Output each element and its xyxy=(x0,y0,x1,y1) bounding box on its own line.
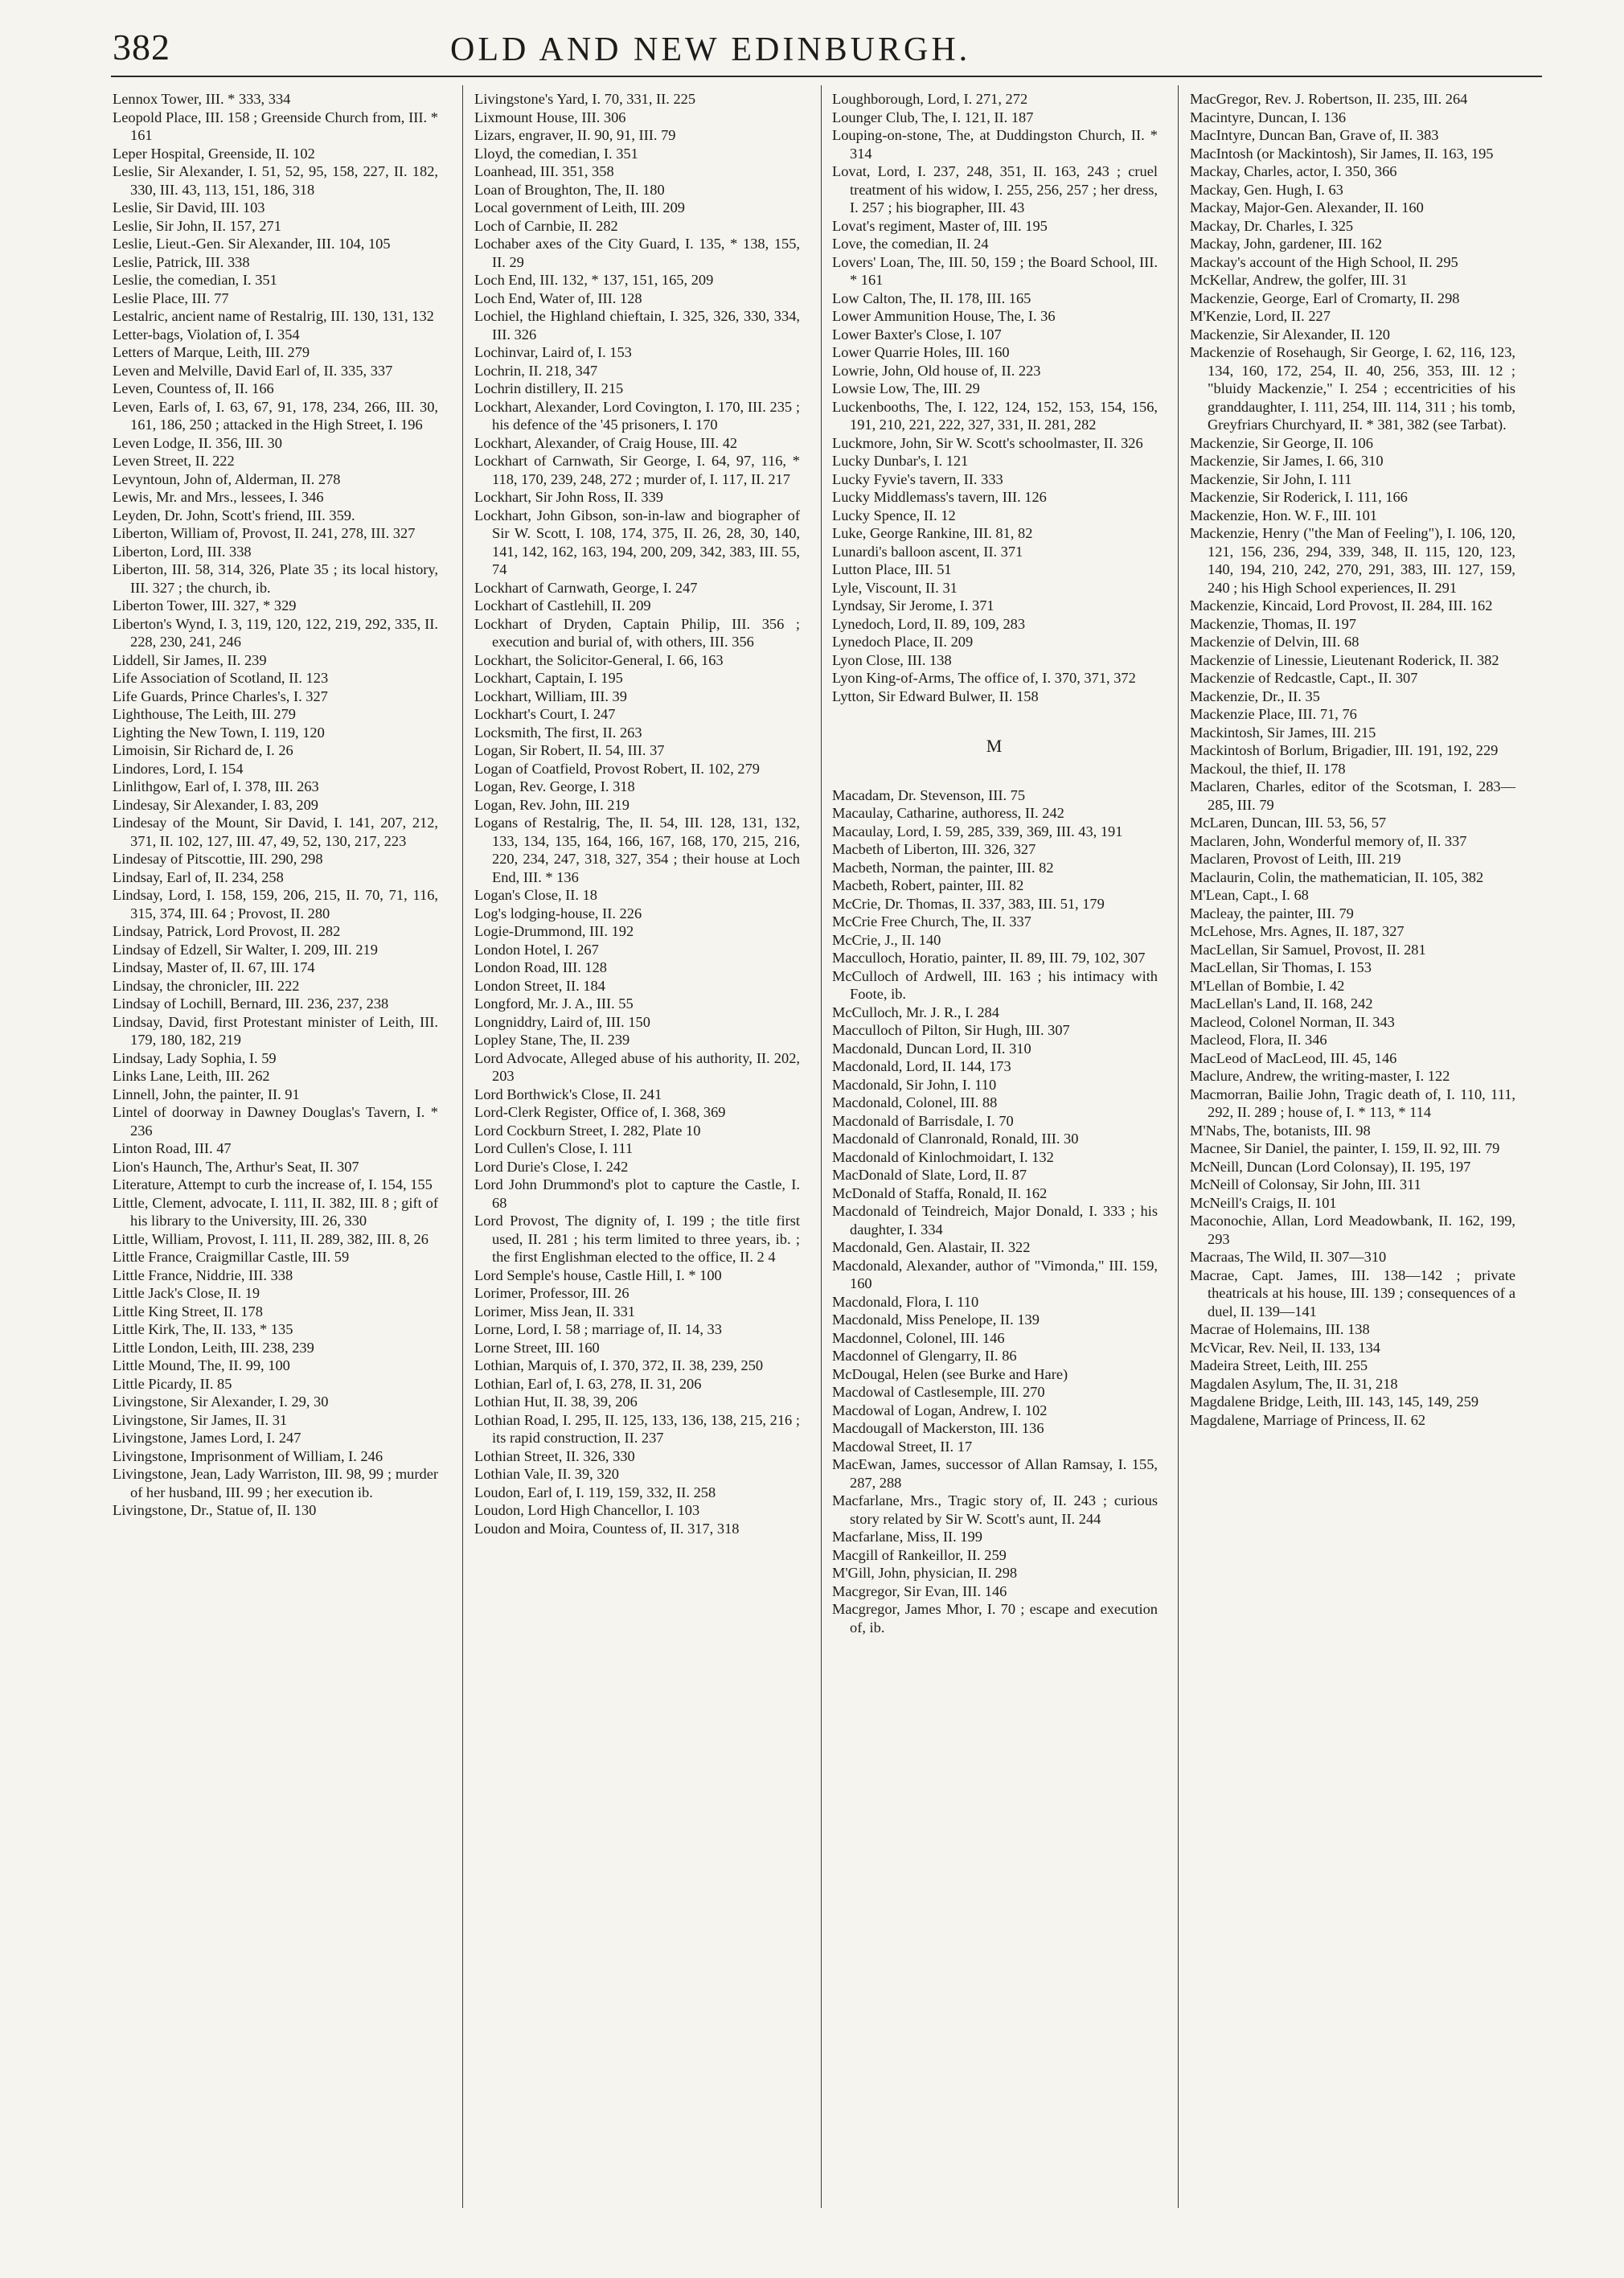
index-entry: Little Kirk, The, II. 133, * 135 xyxy=(113,1321,293,1337)
index-entry: Lindesay of Pitscottie, III. 290, 298 xyxy=(113,851,323,867)
index-entry: Luckmore, John, Sir W. Scott's schoolmaster, II. 326 xyxy=(832,434,1143,451)
index-entry: Life Association of Scotland, II. 123 xyxy=(113,670,329,686)
index-entry: Macleod, Colonel Norman, II. 343 xyxy=(1190,1013,1395,1030)
index-entry: Love, the comedian, II. 24 xyxy=(832,236,989,252)
index-entry: Maclaren, Charles, editor of the Scotsman, I. 283—285, III. 79 xyxy=(1190,778,1515,813)
index-entry: McCulloch of Ardwell, III. 163 ; his intimacy with Foote, ib. xyxy=(832,967,1158,1002)
index-entry: Lockhart of Carnwath, George, I. 247 xyxy=(474,579,698,596)
page-number: 382 xyxy=(113,27,170,68)
index-entry: Lighthouse, The Leith, III. 279 xyxy=(113,706,296,722)
index-entry: London Street, II. 184 xyxy=(474,977,605,994)
index-entry: Leven Lodge, II. 356, III. 30 xyxy=(113,434,282,451)
index-entry: Lockhart, Sir John Ross, II. 339 xyxy=(474,489,663,505)
index-entry: Macdonald of Clanronald, Ronald, III. 30 xyxy=(832,1131,1079,1147)
index-entry: Maclaren, John, Wonderful memory of, II. 337 xyxy=(1190,832,1467,849)
index-entry: Mackenzie, Kincaid, Lord Provost, II. 284, III. 162 xyxy=(1190,597,1493,614)
index-entry: Log's lodging-house, II. 226 xyxy=(474,905,642,921)
index-entry: Leslie, Lieut.-Gen. Sir Alexander, III. 104, 105 xyxy=(113,236,391,252)
index-entry: Loch End, Water of, III. 128 xyxy=(474,289,642,306)
index-entry: Leper Hospital, Greenside, II. 102 xyxy=(113,145,315,162)
index-entry: Lyndsay, Sir Jerome, I. 371 xyxy=(832,597,994,614)
index-entry: Livingstone, Imprisonment of William, I. 246 xyxy=(113,1447,383,1464)
index-entry: Lindsay of Edzell, Sir Walter, I. 209, III. 219 xyxy=(113,941,378,958)
index-entry: Loudon, Lord High Chancellor, I. 103 xyxy=(474,1502,700,1518)
index-entry: Macdowal of Logan, Andrew, I. 102 xyxy=(832,1402,1048,1418)
index-entry: MacLellan, Sir Samuel, Provost, II. 281 xyxy=(1190,941,1426,958)
index-entry: Lizars, engraver, II. 90, 91, III. 79 xyxy=(474,127,676,143)
index-entry: Livingstone, Jean, Lady Warriston, III. 98, 99 ; murder of her husband, III. 99 ; her execution ib. xyxy=(113,1466,438,1500)
index-entry: Letters of Marque, Leith, III. 279 xyxy=(113,344,310,360)
index-entry: Lounger Club, The, I. 121, II. 187 xyxy=(832,109,1034,125)
column-divider xyxy=(462,85,463,2208)
index-entry: Levyntoun, John of, Alderman, II. 278 xyxy=(113,470,341,487)
index-entry: Leslie, the comedian, I. 351 xyxy=(113,272,277,288)
index-entry: McNeill, Duncan (Lord Colonsay), II. 195, 197 xyxy=(1190,1158,1471,1175)
index-entry: Macdonald, Duncan Lord, II. 310 xyxy=(832,1040,1031,1057)
index-entry: Mackay, Gen. Hugh, I. 63 xyxy=(1190,181,1343,198)
index-entry: McDonald of Staffa, Ronald, II. 162 xyxy=(832,1184,1048,1201)
index-entry: Lynedoch Place, II. 209 xyxy=(832,634,974,650)
index-entry: Macraas, The Wild, II. 307—310 xyxy=(1190,1249,1387,1265)
index-entry: Leslie Place, III. 77 xyxy=(113,289,229,306)
index-entry: Macdonald, Flora, I. 110 xyxy=(832,1293,979,1310)
index-column-1 xyxy=(113,90,438,1520)
index-entry: Lloyd, the comedian, I. 351 xyxy=(474,145,638,162)
index-entry: Mackoul, the thief, II. 178 xyxy=(1190,760,1346,777)
index-entry: M'Lellan of Bombie, I. 42 xyxy=(1190,977,1345,994)
index-entry: Lucky Middlemass's tavern, III. 126 xyxy=(832,489,1047,505)
index-entry: Leven, Earls of, I. 63, 67, 91, 178, 234, 266, III. 30, 161, 186, 250 ; attacked in the High Street, I. 196 xyxy=(113,398,438,433)
index-entry: Lindsay, Lord, I. 158, 159, 206, 215, II. 70, 71, 116, 315, 374, III. 64 ; Provost, II. 280 xyxy=(113,887,438,921)
index-entry: Lovat's regiment, Master of, III. 195 xyxy=(832,217,1048,234)
index-entry: Lion's Haunch, The, Arthur's Seat, II. 307 xyxy=(113,1158,359,1175)
index-entry: Leslie, Sir John, II. 157, 271 xyxy=(113,217,281,234)
index-entry: Macdonnel, Colonel, III. 146 xyxy=(832,1329,1005,1346)
index-entry: Logan of Coatfield, Provost Robert, II. 102, 279 xyxy=(474,760,760,777)
index-entry: Macdonald of Kinlochmoidart, I. 132 xyxy=(832,1148,1054,1165)
index-entry: McKellar, Andrew, the golfer, III. 31 xyxy=(1190,272,1408,288)
index-column-3 xyxy=(832,90,1158,1636)
index-entry: Lindesay, Sir Alexander, I. 83, 209 xyxy=(113,796,318,813)
index-entry: Lindsay, Lady Sophia, I. 59 xyxy=(113,1049,277,1066)
index-entry: Mackenzie of Rosehaugh, Sir George, I. 62, 116, 123, 134, 160, 172, 254, II. 40, 256, 353, III. 12 ; "bluidy Mackenzie," I. 254 ; eccentricities of his granddaughter, I. 111, 254, III. 114, 311 ; his tomb, Greyfriars Churchyard, II. * 381, 382 (see Tarbat). xyxy=(1190,344,1515,433)
index-entry: Mackenzie, Sir George, II. 106 xyxy=(1190,434,1373,451)
index-entry: Longniddry, Laird of, III. 150 xyxy=(474,1013,650,1030)
index-entry: Maclaren, Provost of Leith, III. 219 xyxy=(1190,851,1401,867)
index-entry: Lower Baxter's Close, I. 107 xyxy=(832,326,1002,343)
index-entry: Little France, Niddrie, III. 338 xyxy=(113,1266,293,1283)
index-entry: Lindsay, Master of, II. 67, III. 174 xyxy=(113,959,315,975)
index-entry: Macleay, the painter, III. 79 xyxy=(1190,905,1354,921)
index-entry: Lovers' Loan, The, III. 50, 159 ; the Board School, III. * 161 xyxy=(832,253,1158,288)
index-entry: McDougal, Helen (see Burke and Hare) xyxy=(832,1365,1068,1382)
index-entry: Liberton, Lord, III. 338 xyxy=(113,543,252,560)
index-entry: Links Lane, Leith, III. 262 xyxy=(113,1068,270,1084)
index-entry: Leyden, Dr. John, Scott's friend, III. 359. xyxy=(113,507,355,523)
index-entry: MacIntyre, Duncan Ban, Grave of, II. 383 xyxy=(1190,127,1439,143)
index-entry: Lothian, Earl of, I. 63, 278, II. 31, 206 xyxy=(474,1375,702,1392)
index-entry: Lowrie, John, Old house of, II. 223 xyxy=(832,362,1041,379)
index-entry: MacLeod of MacLeod, III. 45, 146 xyxy=(1190,1049,1397,1066)
index-entry: Leopold Place, III. 158 ; Greenside Church from, III. * 161 xyxy=(113,109,438,143)
index-entry: Limoisin, Sir Richard de, I. 26 xyxy=(113,742,293,758)
index-entry: Macdowal of Castlesemple, III. 270 xyxy=(832,1384,1045,1400)
index-entry: Mackenzie, Sir James, I. 66, 310 xyxy=(1190,453,1384,469)
index-entry: Macdougall of Mackerston, III. 136 xyxy=(832,1420,1044,1436)
running-title: OLD AND NEW EDINBURGH. xyxy=(450,31,971,68)
index-entry: Lord Cockburn Street, I. 282, Plate 10 xyxy=(474,1122,701,1139)
index-entry: Livingstone, Sir James, II. 31 xyxy=(113,1411,288,1428)
index-entry: Macdonald, Lord, II. 144, 173 xyxy=(832,1058,1011,1074)
index-entry: Lovat, Lord, I. 237, 248, 351, II. 163, 243 ; cruel treatment of his widow, I. 255, 256, 257 ; her dress, I. 257 ; his biographer, III. 43 xyxy=(832,163,1158,215)
index-column-4 xyxy=(1190,90,1515,1429)
index-entry: Lockhart, Alexander, of Craig House, III. 42 xyxy=(474,434,738,451)
index-column-2 xyxy=(474,90,800,1537)
index-entry: Lochrin distillery, II. 215 xyxy=(474,380,624,396)
index-entry: Lorimer, Miss Jean, II. 331 xyxy=(474,1303,635,1320)
index-entry: Maclaurin, Colin, the mathematician, II. 105, 382 xyxy=(1190,868,1484,885)
index-entry: Macdonald, Sir John, I. 110 xyxy=(832,1076,997,1093)
index-entry: Lorimer, Professor, III. 26 xyxy=(474,1285,630,1301)
index-entry: Lucky Dunbar's, I. 121 xyxy=(832,453,969,469)
index-entry: Lunardi's balloon ascent, II. 371 xyxy=(832,543,1023,560)
index-entry: Lothian Vale, II. 39, 320 xyxy=(474,1466,619,1482)
index-entry: Macdonald, Alexander, author of "Vimonda," III. 159, 160 xyxy=(832,1257,1158,1291)
index-entry: Lord-Clerk Register, Office of, I. 368, 369 xyxy=(474,1104,726,1120)
index-entry: Lynedoch, Lord, II. 89, 109, 283 xyxy=(832,615,1026,632)
index-entry: Mackintosh, Sir James, III. 215 xyxy=(1190,724,1376,741)
index-entry: Little, William, Provost, I. 111, II. 289, 382, III. 8, 26 xyxy=(113,1230,429,1247)
index-entry: Macgregor, James Mhor, I. 70 ; escape and execution of, ib. xyxy=(832,1601,1158,1636)
index-entry: McLehose, Mrs. Agnes, II. 187, 327 xyxy=(1190,923,1405,939)
index-entry: Maconochie, Allan, Lord Meadowbank, II. 162, 199, 293 xyxy=(1190,1213,1515,1247)
index-entry: Macnee, Sir Daniel, the painter, I. 159, II. 92, III. 79 xyxy=(1190,1140,1500,1156)
index-entry: Macleod, Flora, II. 346 xyxy=(1190,1032,1327,1048)
index-entry: Letter-bags, Violation of, I. 354 xyxy=(113,326,300,343)
index-entry: Linton Road, III. 47 xyxy=(113,1140,232,1156)
index-entry: Lower Ammunition House, The, I. 36 xyxy=(832,308,1056,324)
index-entry: Lord Advocate, Alleged abuse of his authority, II. 202, 203 xyxy=(474,1049,800,1084)
index-entry: Lord John Drummond's plot to capture the Castle, I. 68 xyxy=(474,1176,800,1211)
index-entry: Lord Cullen's Close, I. 111 xyxy=(474,1140,634,1156)
index-entry: Mackintosh of Borlum, Brigadier, III. 191, 192, 229 xyxy=(1190,742,1499,758)
index-entry: Mackay's account of the High School, II. 295 xyxy=(1190,253,1458,270)
index-entry: London Road, III. 128 xyxy=(474,959,607,975)
index-entry: McCulloch, Mr. J. R., I. 284 xyxy=(832,1004,999,1020)
index-entry: Mackenzie, Thomas, II. 197 xyxy=(1190,615,1357,632)
index-entry: Livingstone, James Lord, I. 247 xyxy=(113,1430,301,1446)
index-entry: Macfarlane, Mrs., Tragic story of, II. 243 ; curious story related by Sir W. Scott's aunt, II. 244 xyxy=(832,1492,1158,1527)
index-entry: Lockhart's Court, I. 247 xyxy=(474,706,616,722)
header-rule xyxy=(111,76,1542,77)
index-entry: Loanhead, III. 351, 358 xyxy=(474,163,614,179)
index-entry: Macgill of Rankeillor, II. 259 xyxy=(832,1546,1007,1563)
index-entry: Lutton Place, III. 51 xyxy=(832,561,952,577)
index-entry: M'Kenzie, Lord, II. 227 xyxy=(1190,308,1331,324)
index-entry: MacIntosh (or Mackintosh), Sir James, II. 163, 195 xyxy=(1190,145,1494,162)
index-entry: Lord Semple's house, Castle Hill, I. * 100 xyxy=(474,1266,722,1283)
index-entry: Loan of Broughton, The, II. 180 xyxy=(474,181,665,198)
index-entry: McVicar, Rev. Neil, II. 133, 134 xyxy=(1190,1339,1381,1356)
index-entry: Little, Clement, advocate, I. 111, II. 382, III. 8 ; gift of his library to the University, III. 26, 330 xyxy=(113,1194,438,1229)
index-entry: Mackay, Charles, actor, I. 350, 366 xyxy=(1190,163,1397,179)
index-entry: Linnell, John, the painter, II. 91 xyxy=(113,1086,300,1102)
index-entry: Linlithgow, Earl of, I. 378, III. 263 xyxy=(113,778,319,794)
column-divider xyxy=(1178,85,1179,2208)
index-entry: MacGregor, Rev. J. Robertson, II. 235, III. 264 xyxy=(1190,91,1468,107)
index-entry: Macbeth of Liberton, III. 326, 327 xyxy=(832,841,1036,857)
index-entry: Loughborough, Lord, I. 271, 272 xyxy=(832,91,1028,107)
index-entry: Logan, Rev. John, III. 219 xyxy=(474,796,630,813)
index-entry: Life Guards, Prince Charles's, I. 327 xyxy=(113,688,328,704)
index-entry: McCrie, J., II. 140 xyxy=(832,931,941,948)
index-entry: Lopley Stane, The, II. 239 xyxy=(474,1032,630,1048)
index-entry: Mackenzie, Hon. W. F., III. 101 xyxy=(1190,507,1377,523)
index-entry: Lucky Fyvie's tavern, II. 333 xyxy=(832,470,1003,487)
index-entry: Mackenzie Place, III. 71, 76 xyxy=(1190,706,1357,722)
index-entry: Leven Street, II. 222 xyxy=(113,453,235,469)
index-entry: Macbeth, Norman, the painter, III. 82 xyxy=(832,859,1054,876)
index-entry: Lord Durie's Close, I. 242 xyxy=(474,1158,629,1175)
index-entry: MacEwan, James, successor of Allan Ramsay, I. 155, 287, 288 xyxy=(832,1456,1158,1491)
index-entry: Little Mound, The, II. 99, 100 xyxy=(113,1357,290,1373)
index-entry: MacLellan, Sir Thomas, I. 153 xyxy=(1190,959,1372,975)
index-entry: Lorne, Lord, I. 58 ; marriage of, II. 14, 33 xyxy=(474,1321,722,1337)
index-entry: Little Picardy, II. 85 xyxy=(113,1375,232,1392)
index-entry: Lockhart, Captain, I. 195 xyxy=(474,670,623,686)
index-entry: M'Gill, John, physician, II. 298 xyxy=(832,1565,1018,1581)
index-entry: MacLellan's Land, II. 168, 242 xyxy=(1190,995,1373,1012)
index-entry: Mackenzie of Delvin, III. 68 xyxy=(1190,634,1359,650)
index-entry: Logan, Sir Robert, II. 54, III. 37 xyxy=(474,742,665,758)
index-entry: Liberton Tower, III. 327, * 329 xyxy=(113,597,297,614)
index-entry: Lucky Spence, II. 12 xyxy=(832,507,956,523)
index-entry: Lockhart of Carnwath, Sir George, I. 64, 97, 116, * 118, 170, 239, 248, 272 ; murder of, I. 117, II. 217 xyxy=(474,453,800,487)
index-entry: Lochaber axes of the City Guard, I. 135, * 138, 155, II. 29 xyxy=(474,236,800,270)
index-entry: Lothian Road, I. 295, II. 125, 133, 136, 138, 215, 216 ; its rapid construction, II. 237 xyxy=(474,1411,800,1446)
index-entry: Lord Provost, The dignity of, I. 199 ; the title first used, II. 281 ; his term limited to three years, ib. ; the first Englishman elected to the office, II. 2 4 xyxy=(474,1213,800,1265)
index-entry: Lothian, Marquis of, I. 370, 372, II. 38, 239, 250 xyxy=(474,1357,764,1373)
index-entry: Loudon and Moira, Countess of, II. 317, 318 xyxy=(474,1520,740,1537)
index-entry: Luke, George Rankine, III. 81, 82 xyxy=(832,525,1033,541)
index-entry: Lochrin, II. 218, 347 xyxy=(474,362,598,379)
index-entry: Loudon, Earl of, I. 119, 159, 332, II. 258 xyxy=(474,1484,716,1500)
index-entry: Leslie, Sir Alexander, I. 51, 52, 95, 158, 227, II. 182, 330, III. 43, 113, 151, 186, 318 xyxy=(113,163,438,198)
index-entry: Magdalene, Marriage of Princess, II. 62 xyxy=(1190,1411,1426,1428)
index-entry: Luckenbooths, The, I. 122, 124, 152, 153, 154, 156, 191, 210, 221, 222, 327, 331, II. 281, 282 xyxy=(832,398,1158,433)
index-entry: Lindores, Lord, I. 154 xyxy=(113,760,244,777)
index-entry: Lothian Hut, II. 38, 39, 206 xyxy=(474,1393,638,1410)
index-entry: Lockhart of Castlehill, II. 209 xyxy=(474,597,651,614)
index-entry: Mackenzie, Dr., II. 35 xyxy=(1190,688,1320,704)
index-entry: Lockhart of Dryden, Captain Philip, III. 356 ; execution and burial of, with others, III. 356 xyxy=(474,615,800,650)
index-entry: Mackenzie of Linessie, Lieutenant Roderick, II. 382 xyxy=(1190,651,1499,668)
index-entry: London Hotel, I. 267 xyxy=(474,941,599,958)
index-entry: Lindsay, Earl of, II. 234, 258 xyxy=(113,868,284,885)
index-entry: Leslie, Patrick, III. 338 xyxy=(113,253,250,270)
index-entry: Little King Street, II. 178 xyxy=(113,1303,263,1320)
index-entry: Lindesay of the Mount, Sir David, I. 141, 207, 212, 371, II. 102, 127, III. 47, 49, 52, 130, 217, 223 xyxy=(113,815,438,849)
index-entry: Mackay, Dr. Charles, I. 325 xyxy=(1190,217,1354,234)
index-entry: McCrie, Dr. Thomas, II. 337, 383, III. 51, 179 xyxy=(832,895,1105,912)
index-entry: Little London, Leith, III. 238, 239 xyxy=(113,1339,314,1356)
index-entry: Lockhart, Alexander, Lord Covington, I. 170, III. 235 ; his defence of the '45 prisoners, I. 170 xyxy=(474,398,800,433)
index-entry: Lockhart, the Solicitor-General, I. 66, 163 xyxy=(474,651,724,668)
index-entry: Louping-on-stone, The, at Duddingston Church, II. * 314 xyxy=(832,127,1158,162)
index-entry: Longford, Mr. J. A., III. 55 xyxy=(474,995,634,1012)
index-entry: Lowsie Low, The, III. 29 xyxy=(832,380,980,396)
index-entry: Lyle, Viscount, II. 31 xyxy=(832,579,958,596)
index-entry: Macdonald of Teindreich, Major Donald, I. 333 ; his daughter, I. 334 xyxy=(832,1203,1158,1238)
index-entry: Macculloch of Pilton, Sir Hugh, III. 307 xyxy=(832,1022,1070,1038)
index-entry: Lochinvar, Laird of, I. 153 xyxy=(474,344,632,360)
index-entry: M'Nabs, The, botanists, III. 98 xyxy=(1190,1122,1371,1139)
index-entry: Lyon Close, III. 138 xyxy=(832,651,952,668)
index-entry: Macrae of Holemains, III. 138 xyxy=(1190,1321,1370,1337)
index-entry: Maclure, Andrew, the writing-master, I. 122 xyxy=(1190,1068,1450,1084)
index-entry: Liberton's Wynd, I. 3, 119, 120, 122, 219, 292, 335, II. 228, 230, 241, 246 xyxy=(113,615,438,650)
index-entry: Macdonald, Colonel, III. 88 xyxy=(832,1094,998,1110)
index-entry: Macdowal Street, II. 17 xyxy=(832,1438,973,1455)
index-entry: Macmorran, Bailie John, Tragic death of, I. 110, 111, 292, II. 289 ; house of, I. * 113, * 114 xyxy=(1190,1086,1515,1120)
index-entry: Lighting the New Town, I. 119, 120 xyxy=(113,724,325,741)
index-entry: Macbeth, Robert, painter, III. 82 xyxy=(832,877,1024,893)
index-entry: Macadam, Dr. Stevenson, III. 75 xyxy=(832,786,1026,803)
index-entry: Lindsay, the chronicler, III. 222 xyxy=(113,977,300,994)
index-entry: Lindsay of Lochill, Bernard, III. 236, 237, 238 xyxy=(113,995,389,1012)
index-entry: Mackay, John, gardener, III. 162 xyxy=(1190,236,1383,252)
index-entry: Lord Borthwick's Close, II. 241 xyxy=(474,1086,662,1102)
index-entry: McLaren, Duncan, III. 53, 56, 57 xyxy=(1190,815,1387,831)
index-entry: Lixmount House, III. 306 xyxy=(474,109,626,125)
index-entry: Mackenzie, George, Earl of Cromarty, II. 298 xyxy=(1190,289,1460,306)
index-entry: Lintel of doorway in Dawney Douglas's Tavern, I. * 236 xyxy=(113,1104,438,1139)
index-entry: Mackenzie of Redcastle, Capt., II. 307 xyxy=(1190,670,1418,686)
index-entry: Macaulay, Catharine, authoress, II. 242 xyxy=(832,805,1064,821)
index-entry: Macdonald, Miss Penelope, II. 139 xyxy=(832,1311,1040,1328)
index-entry: M'Lean, Capt., I. 68 xyxy=(1190,887,1309,903)
index-entry: Lennox Tower, III. * 333, 334 xyxy=(113,91,291,107)
index-entry: Mackenzie, Sir Roderick, I. 111, 166 xyxy=(1190,489,1408,505)
index-entry: Macculloch, Horatio, painter, II. 89, III. 79, 102, 307 xyxy=(832,950,1146,966)
index-entry: Magdalene Bridge, Leith, III. 143, 145, 149, 259 xyxy=(1190,1393,1479,1410)
index-entry: Logan, Rev. George, I. 318 xyxy=(474,778,635,794)
index-entry: Mackay, Major-Gen. Alexander, II. 160 xyxy=(1190,199,1424,215)
index-entry: Lochiel, the Highland chieftain, I. 325, 326, 330, 334, III. 326 xyxy=(474,308,800,343)
index-entry: Local government of Leith, III. 209 xyxy=(474,199,685,215)
index-entry: Lewis, Mr. and Mrs., lessees, I. 346 xyxy=(113,489,324,505)
index-entry: McCrie Free Church, The, II. 337 xyxy=(832,913,1031,930)
index-entry: Loch End, III. 132, * 137, 151, 165, 209 xyxy=(474,272,714,288)
index-entry: Macgregor, Sir Evan, III. 146 xyxy=(832,1582,1007,1599)
index-entry: Loch of Carnbie, II. 282 xyxy=(474,217,618,234)
index-entry: MacDonald of Slate, Lord, II. 87 xyxy=(832,1167,1027,1183)
index-entry: Mackenzie, Sir John, I. 111 xyxy=(1190,470,1352,487)
index-entry: Lindsay, Patrick, Lord Provost, II. 282 xyxy=(113,923,341,939)
section-letter-heading: M xyxy=(986,736,1004,756)
index-entry: Macrae, Capt. James, III. 138—142 ; private theatricals at his house, III. 139 ; consequences of a duel, II. 139—141 xyxy=(1190,1266,1515,1320)
index-entry: Lockhart, William, III. 39 xyxy=(474,688,627,704)
index-entry: Macintyre, Duncan, I. 136 xyxy=(1190,109,1347,125)
index-entry: Livingstone, Dr., Statue of, II. 130 xyxy=(113,1502,317,1518)
index-entry: Liberton, III. 58, 314, 326, Plate 35 ; its local history, III. 327 ; the church, ib. xyxy=(113,561,438,596)
index-entry: Little Jack's Close, II. 19 xyxy=(113,1285,260,1301)
index-entry: Leven and Melville, David Earl of, II. 335, 337 xyxy=(113,362,393,379)
index-entry: Lorne Street, III. 160 xyxy=(474,1339,600,1356)
index-entry: Logie-Drummond, III. 192 xyxy=(474,923,634,939)
index-entry: Lyon King-of-Arms, The office of, I. 370, 371, 372 xyxy=(832,670,1136,686)
index-entry: Lower Quarrie Holes, III. 160 xyxy=(832,344,1010,360)
index-entry: Lothian Street, II. 326, 330 xyxy=(474,1447,635,1464)
index-entry: Literature, Attempt to curb the increase of, I. 154, 155 xyxy=(113,1176,433,1192)
index-entry: Lestalric, ancient name of Restalrig, III. 130, 131, 132 xyxy=(113,308,434,324)
index-entry: Liddell, Sir James, II. 239 xyxy=(113,651,267,668)
index-entry: Macfarlane, Miss, II. 199 xyxy=(832,1529,982,1545)
index-entry: Liberton, William of, Provost, II. 241, 278, III. 327 xyxy=(113,525,416,541)
index-entry: Livingstone's Yard, I. 70, 331, II. 225 xyxy=(474,91,696,107)
index-entry: McNeill's Craigs, II. 101 xyxy=(1190,1194,1337,1211)
index-entry: McNeill of Colonsay, Sir John, III. 311 xyxy=(1190,1176,1421,1192)
index-entry: Logan's Close, II. 18 xyxy=(474,887,597,903)
column-divider xyxy=(821,85,822,2208)
index-entry: Lindsay, David, first Protestant minister of Leith, III. 179, 180, 182, 219 xyxy=(113,1013,438,1048)
index-entry: Macdonald of Barrisdale, I. 70 xyxy=(832,1112,1014,1129)
index-entry: Madeira Street, Leith, III. 255 xyxy=(1190,1357,1368,1373)
index-entry: Magdalen Asylum, The, II. 31, 218 xyxy=(1190,1375,1398,1392)
index-entry: Lytton, Sir Edward Bulwer, II. 158 xyxy=(832,688,1039,704)
index-entry: Mackenzie, Sir Alexander, II. 120 xyxy=(1190,326,1390,343)
index-entry: Little France, Craigmillar Castle, III. 59 xyxy=(113,1249,350,1265)
index-entry: Livingstone, Sir Alexander, I. 29, 30 xyxy=(113,1393,329,1410)
index-entry: Macdonald, Gen. Alastair, II. 322 xyxy=(832,1239,1031,1255)
index-entry: Mackenzie, Henry ("the Man of Feeling"), I. 106, 120, 121, 156, 236, 294, 339, 348, II. 115, 120, 123, 140, 194, 210, 242, 270, 291, 383, III. 127, 159, 240 ; his High School experiences, II. 291 xyxy=(1190,525,1515,596)
index-entry: Locksmith, The first, II. 263 xyxy=(474,724,642,741)
index-entry: Macaulay, Lord, I. 59, 285, 339, 369, III. 43, 191 xyxy=(832,823,1123,839)
index-entry: Logans of Restalrig, The, II. 54, III. 128, 131, 132, 133, 134, 135, 164, 166, 167, 168, 170, 215, 216, 220, 234, 247, 318, 327, 354 ; their house at Loch End, III. * 136 xyxy=(474,815,800,885)
index-entry: Leven, Countess of, II. 166 xyxy=(113,380,274,396)
index-entry: Macdonnel of Glengarry, II. 86 xyxy=(832,1348,1017,1364)
index-entry: Lockhart, John Gibson, son-in-law and biographer of Sir W. Scott, I. 108, 174, 375, II. 26, 28, 30, 140, 141, 142, 162, 163, 194, 200, 209, 342, 383, III. 55, 74 xyxy=(474,507,800,577)
index-entry: Leslie, Sir David, III. 103 xyxy=(113,199,265,215)
index-entry: Low Calton, The, II. 178, III. 165 xyxy=(832,289,1031,306)
